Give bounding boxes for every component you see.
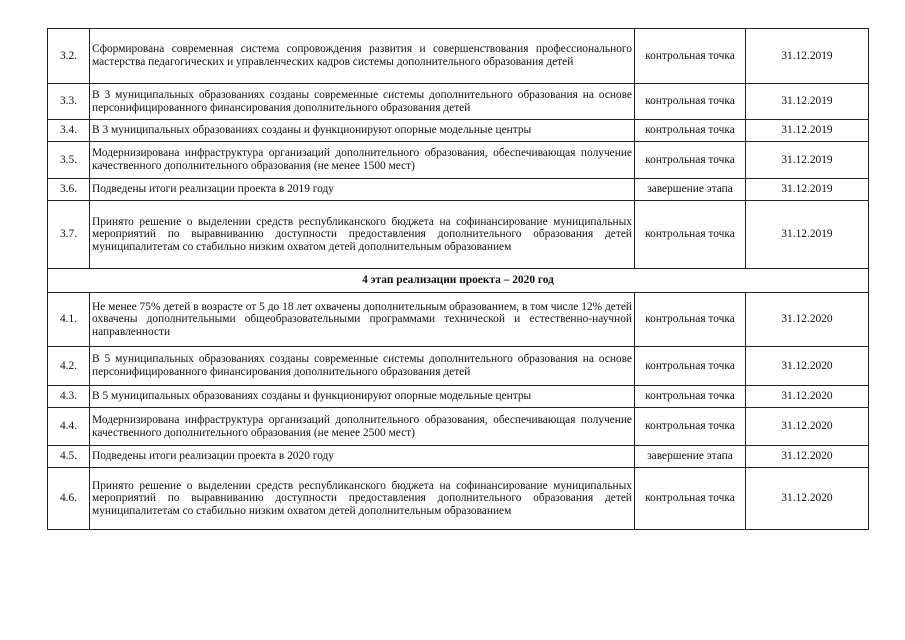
- row-type: контрольная точка: [635, 84, 746, 120]
- row-description: Принято решение о выделении средств республиканского бюджета на софинансирование муниципальных мероприятий по выравниванию доступности предоставления дополнительного образования детей муниципалитетам со стабильно низким охватом детей дополнительным образованием: [90, 201, 635, 269]
- table-row: [48, 179, 869, 201]
- row-date: 31.12.2020: [746, 347, 869, 386]
- table-row: [48, 347, 869, 386]
- table-row: [48, 446, 869, 468]
- row-date: 31.12.2019: [746, 120, 869, 142]
- row-type: контрольная точка: [635, 468, 746, 530]
- row-type: контрольная точка: [635, 293, 746, 347]
- table-row: [48, 408, 869, 446]
- row-type: контрольная точка: [635, 120, 746, 142]
- row-number: 3.7.: [48, 201, 90, 269]
- row-date: 31.12.2020: [746, 293, 869, 347]
- table-row: [48, 29, 869, 84]
- row-description: В 5 муниципальных образованиях созданы и функционируют опорные модельные центры: [90, 386, 635, 408]
- table-row: [48, 468, 869, 530]
- row-number: 4.6.: [48, 468, 90, 530]
- table-row: [48, 386, 869, 408]
- row-date: 31.12.2019: [746, 29, 869, 84]
- row-date: 31.12.2019: [746, 179, 869, 201]
- row-description: В 5 муниципальных образованиях созданы современные системы дополнительного образования на основе персонифицированного финансирования дополнительного образования детей: [90, 347, 635, 386]
- row-type: контрольная точка: [635, 386, 746, 408]
- row-date: 31.12.2020: [746, 446, 869, 468]
- project-milestones-table: [47, 28, 869, 530]
- row-description: Принято решение о выделении средств республиканского бюджета на софинансирование муниципальных мероприятий по выравниванию доступности предоставления дополнительного образования детей муниципалитетам со стабильно низким охватом детей дополнительным образованием: [90, 468, 635, 530]
- table-row: [48, 293, 869, 347]
- row-date: 31.12.2020: [746, 408, 869, 446]
- row-description: Модернизирована инфраструктура организаций дополнительного образования, обеспечивающая получение качественного дополнительного образования (не менее 2500 мест): [90, 408, 635, 446]
- row-type: контрольная точка: [635, 347, 746, 386]
- table-row: [48, 120, 869, 142]
- row-description: Подведены итоги реализации проекта в 2020 году: [90, 446, 635, 468]
- row-date: 31.12.2019: [746, 142, 869, 179]
- stage-heading: 4 этап реализации проекта – 2020 год: [48, 269, 869, 293]
- row-description: Модернизирована инфраструктура организаций дополнительного образования, обеспечивающая получение качественного дополнительного образования (не менее 1500 мест): [90, 142, 635, 179]
- row-number: 3.3.: [48, 84, 90, 120]
- row-number: 4.4.: [48, 408, 90, 446]
- row-number: 4.1.: [48, 293, 90, 347]
- row-date: 31.12.2020: [746, 468, 869, 530]
- row-number: 3.5.: [48, 142, 90, 179]
- row-number: 3.6.: [48, 179, 90, 201]
- row-number: 4.2.: [48, 347, 90, 386]
- row-number: 3.2.: [48, 29, 90, 84]
- row-number: 4.5.: [48, 446, 90, 468]
- row-number: 3.4.: [48, 120, 90, 142]
- row-description: Сформирована современная система сопровождения развития и совершенствования профессионального мастерства педагогических и управленческих кадров системы дополнительного образования детей: [90, 29, 635, 84]
- row-type: контрольная точка: [635, 201, 746, 269]
- row-type: контрольная точка: [635, 29, 746, 84]
- row-type: контрольная точка: [635, 142, 746, 179]
- row-date: 31.12.2019: [746, 84, 869, 120]
- row-description: В 3 муниципальных образованиях созданы современные системы дополнительного образования на основе персонифицированного финансирования дополнительного образования детей: [90, 84, 635, 120]
- row-description: Не менее 75% детей в возрасте от 5 до 18 лет охвачены дополнительным образованием, в том числе 12% детей охвачены дополнительными общеобразовательными программами технической и естественно-научной направленности: [90, 293, 635, 347]
- table-row: [48, 142, 869, 179]
- row-type: завершение этапа: [635, 179, 746, 201]
- table-row: [48, 84, 869, 120]
- row-number: 4.3.: [48, 386, 90, 408]
- row-type: завершение этапа: [635, 446, 746, 468]
- row-description: В 3 муниципальных образованиях созданы и функционируют опорные модельные центры: [90, 120, 635, 142]
- row-description: Подведены итоги реализации проекта в 2019 году: [90, 179, 635, 201]
- table-row: [48, 201, 869, 269]
- row-date: 31.12.2020: [746, 386, 869, 408]
- row-type: контрольная точка: [635, 408, 746, 446]
- stage-header-row: [48, 269, 869, 293]
- row-date: 31.12.2019: [746, 201, 869, 269]
